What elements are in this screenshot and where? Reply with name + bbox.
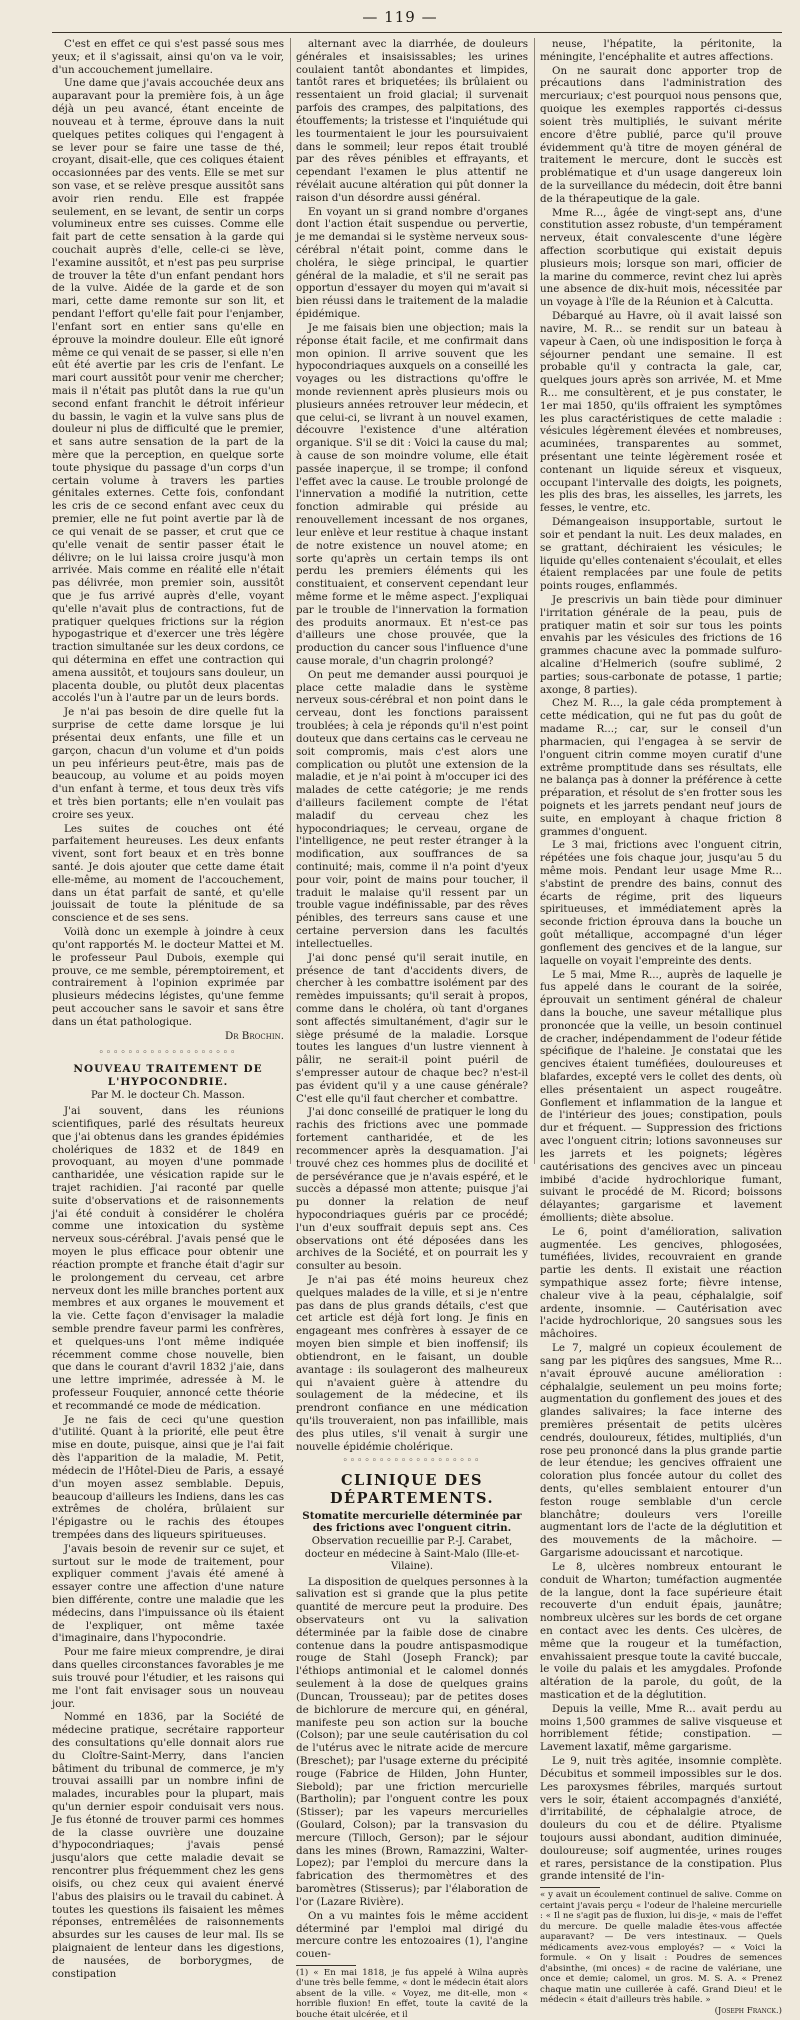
paragraph: J'ai donc pensé qu'il serait inutile, en présence de tant d'accidents divers, de chercher à les combattre isolément par des remèdes impuissants; qu'il serait à propos, comme dans le choléra, où tant d'organes sont affectés simultanément, d'agir sur le siège présumé de la maladie. Lorsque toutes les langues d'un lustre viennent à pâlir, ne serait-il point puéril de s'empresser autour de chaque bec? n'est-il pas évident qu'il y a une cause générale? C'est elle qu'il faut chercher et combattre. <box>296 951 528 1105</box>
paragraph: Chez M. R..., la gale céda promptement à cette médication, qui ne fut pas du goût de madame R...; car, sur le conseil d'un pharmacien, qui l'engagea à se servir de l'onguent citrin comme moyen curatif d'une extrême promptitude dans ses résultats, elle ne balança pas à donner la préférence à cette préparation, et résolut de s'en frotter sous les poignets et les jarrets pendant neuf jours de suite, en employant à chaque friction 8 grammes d'onguent. <box>540 697 782 838</box>
paragraph: Le 7, malgré un copieux écoulement de sang par les piqûres des sangsues, Mme R... n'avait éprouvé aucune amélioration : céphalalgie, seulement un peu moins forte; augmentation du gonflement des joues et des glandes salivaires; la face interne des premières présentait de petits ulcères cendrés, douloureux, fétides, multipliés, d'un rose peu prononcé dans la plus grande partie de leur étendue; les gencives offraient une coloration plus foncée autour du collet des dents, qu'elles semblaient entourer d'un feston rouge semblable d'un cercle blanchâtre; douleurs vers l'oreille augmentant lors de l'acte de la déglutition et des mouvements de la mâchoire. — Gargarisme adoucissant et narcotique. <box>540 1342 782 1560</box>
section-ornament: ◦◦◦◦◦◦◦◦◦◦◦◦◦◦◦◦◦◦◦ <box>342 1456 482 1467</box>
header-rule <box>52 32 782 33</box>
article-byline: Par M. le docteur Ch. Masson. <box>90 1089 245 1101</box>
article-title: Stomatite mercurielle déterminée par des frictions avec l'onguent citrin. <box>302 1509 522 1535</box>
section-heading: CLINIQUE DES DÉPARTEMENTS. <box>329 1471 494 1507</box>
paragraph: Une dame que j'avais accouchée deux ans auparavant pour la première fois, à un âge déjà un peu avancé, étant enceinte de nouveau et à terme, éprouve dans la nuit quelques petites coliques qui l'engagent à se lever pour se faire une tasse de thé, croyant, disait-elle, que ces coliques étaient occasionnées par des vents. Elle se met sur son vase, et se relève presque aussitôt sans avoir rien rendu. Elle est frappée seulement, en se levant, de sentir un corps volumineux entre ses cuisses. Comme elle fait part de cette sensation à la garde qui couchait auprès d'elle, celle-ci se lève, l'examine aussitôt, et n'est pas peu surprise de trouver la tête d'un enfant pendant hors de la vulve. Aidée de la garde et de son mari, cette dame remonte sur son lit, et pendant l'effort qu'elle fait pour l'enjamber, l'enfant sort en entier sans qu'elle en éprouve la moindre douleur. Elle eût ignoré même ce qui venait de se passer, si elle n'en eût été avertie par les cris de l'enfant. Le mari court aussitôt pour venir me chercher; mais il n'était pas plutôt dans la rue qu'un second enfant franchit le détroit inférieur du bassin, le vagin et la vulve sans plus de douleur ni plus de difficulté que le premier, et sans autre sensation de la part de la mère que la perception, en quelque sorte toute physique du passage d'un corps d'un certain volume à travers les parties génitales externes. Cette fois, confondant les cris de ce second enfant avec ceux du premier, elle ne fut point avertie par là de ce qui venait de se passer, et crut que ce qu'elle venait de sentir passer était le délivre; on le lui laissa croire jusqu'à mon arrivée. Mais comme en réalité elle n'était pas délivrée, mon premier soin, aussitôt que je fus arrivé auprès d'elle, voyant qu'elle n'avait plus de contractions, fut de pratiquer quelques frictions sur la région hypogastrique et d'exercer une très légère traction simultanée sur les deux cordons, ce qui détermina en effet une contraction qui amena aussitôt, et toujours sans douleur, un placenta double, ou plutôt deux placentas accolés l'un à l'autre par un de leurs bords. <box>52 77 284 705</box>
paragraph: Nommé en 1836, par la Société de médecine pratique, secrétaire rapporteur des consultations qu'elle donnait alors rue du Cloître-Saint-Merry, dans l'ancien bâtiment du tribunal de commerce, je m'y trouvai assailli par un nombre infini de malades, incurables pour la plupart, mais qu'un dernier espoir conduisait vers nous. Je fus étonné de trouver parmi ces hommes de la classe ouvrière une douzaine d'hypocondriaques; j'avais pensé jusqu'alors que cette maladie devait se rencontrer plus fréquemment chez les gens oisifs, ou chez ceux qui avaient énervé l'abus des plaisirs ou le travail du cabinet. À toutes les questions ils faisaient les mêmes réponses, entremêlées de raisonnements absurdes sur les causes de leur mal. Ils se plaignaient de lenteur dans les digestions, de nausées, de borborygmes, de constipation <box>52 1711 284 1980</box>
paragraph: On peut me demander aussi pourquoi je place cette maladie dans le système nerveux sous-cérébral et non point dans le cerveau, dont les fonctions paraissent troublées; à cela je réponds qu'il n'est point douteux que dans certains cas le cerveau ne soit compromis, mais c'est alors une complication ou plutôt une extension de la maladie, et je n'ai point à m'occuper ici des malades de cette catégorie; je me rends d'ailleurs facilement compte de l'état maladif du cerveau chez les hypocondriaques; le cerveau, organe de l'intelligence, ne peut rester étranger à la modification, aux souffrances de sa continuité; mais, comme il n'a point d'yeux pour voir, point de mains pour toucher, il traduit le malaise qu'il ressent par un trouble vague indéfinissable, par des rêves pénibles, des terreurs sans cause et une certaine perversion dans les facultés intellectuelles. <box>296 668 529 950</box>
column-3 <box>540 38 782 2016</box>
paragraph: Je prescrivis un bain tiède pour diminuer l'irritation générale de la peau, puis de pratiquer matin et soir sur tous les points envahis par les vésicules des frictions de 16 grammes chacune avec la pommade sulfuro-alcaline d'Helmerich (soufre sublimé, 2 parties; sous-carbonate de potasse, 1 partie; axonge, 8 parties). <box>540 593 782 696</box>
paragraph: Mme R..., âgée de vingt-sept ans, d'une constitution assez robuste, d'un tempérament nerveux, était convalescente d'une légère affection scorbutique qui existait depuis plusieurs mois; lorsque son mari, officier de la marine du commerce, revint chez lui après une absence de dix-huit mois, nécessitée par un voyage à l'île de la Réunion et à Calcutta. <box>540 206 782 309</box>
footnote: (1) « En mai 1818, je fus appelé à Wilna auprès d'une très belle femme, « dont le médecin était alors absent de la ville. « Voyez, me dit-elle, mon « horrible fluxion! En effet, toute la cavité de la bouche était ulcérée, et il <box>296 1967 528 2020</box>
footnote-rule <box>540 1887 600 1888</box>
footnote <box>540 1890 782 2016</box>
paragraph: J'ai donc conseillé de pratiquer le long du rachis des frictions avec une pommade fortement cantharidée, et de les recommencer après la desquamation. J'ai trouvé chez ces hommes plus de docilité et de persévérance que je n'avais espéré, et le succès a dépassé mon attente; puisque j'ai pu donner la relation de neuf hypocondriaques guéris par ce procédé; l'un d'eux souffrait depuis sept ans. Ces observations ont été déposées dans les archives de la Société, et on pourrait les y consulter au besoin. <box>296 1106 528 1273</box>
paragraph: Je me faisais bien une objection; mais la réponse était facile, et me confirmait dans mon opinion. Il arrive souvent que les hypocondriaques auxquels on a conseillé les voyages ou les distractions qu'offre le monde reviennent après plusieurs mois ou plusieurs années retrouver leur médecin, et que celui-ci, se livrant à un nouvel examen, découvre l'existence d'une altération organique. S'il se dit : Voici la cause du mal; à cause de son moindre volume, elle était passée inaperçue, il se trompe; il confond l'effet avec la cause. Le trouble prolongé de l'innervation a modifié la nutrition, cette fonction admirable qui préside au renouvellement incessant de nos organes, leur enlève et leur restitue à chaque instant de notre existence un nouvel atome; en sorte qu'après un certain temps ils ont perdu les premiers éléments qui les constituaient, et conservent cependant leur même forme et le même aspect. J'expliquai par le trouble de l'innervation la formation des produits anormaux. Et n'est-ce pas d'ailleurs une chose prouvée, que la production du cancer sous l'influence d'une cause morale, d'un chagrin prolongé? <box>296 321 528 667</box>
column-divider <box>534 38 535 1164</box>
paragraph: Le 5 mai, Mme R..., auprès de laquelle je fus appelé dans le courant de la soirée, éprouvait un sentiment général de chaleur dans la bouche, une saveur métallique plus prononcée que la veille, un besoin continuel de cracher, indépendamment de l'odeur fétide spécifique de l'haleine. Je constatai que les gencives étaient tuméfiées, douloureuses et blafardes, excepté vers le collet des dents, où elles présentaient un aspect rougeâtre. Gonflement et inflammation de la langue et de l'intérieur des joues; constipation, pouls dur et fréquent. — Suppression des frictions avec l'onguent citrin; lotions savonneuses sur les jarrets et les poignets; légères cautérisations des gencives avec un pinceau imbibé d'acide hydrochlorique fumant, suivant le procédé de M. Ricord; boissons délayantes; gargarisme et lavement émollients; diète absolue. <box>540 968 782 1224</box>
paragraph: Je ne fais de ceci qu'une question d'utilité. Quant à la priorité, elle peut être mise en doute, puisque, ainsi que je l'ai fait dès l'apparition de la maladie, M. Petit, médecin de l'Hôtel-Dieu de Paris, a essayé d'un moyen assez semblable. Depuis, beaucoup d'ailleurs les Indiens, dans les cas extrêmes de choléra, brûlaient sur l'épigastre ou le rachis des étoupes trempées dans des liqueurs spiritueuses. <box>52 1413 284 1541</box>
footnote-text: « y avait un écoulement continuel de salive. Comme on certaint j'avais perçu « l'odeur de l'haleine mercurielle : « Il ne s'agit pas de fluxion, lui dis-je, « mais de l'effet du mercure. De quelle maladie êtes-vous affectée auparavant? — De vers intestinaux. — Quels médicaments avez-vous employés? — « Voici la formule. « On y lisait : Poudres de semences d'absinthe, (mi onces) « de racine de valériane, une once et demie; calomel, un gros. M. S. A. « Prenez chaque matin une cuillerée à café. Grand Dieu! et le médecin « était d'ailleurs très habile. » <box>540 1890 782 2006</box>
paragraph: J'avais besoin de revenir sur ce sujet, et surtout sur le mode de traitement, pour expliquer comment j'avais été amené à essayer contre une affection d'une nature bien différente, contre une maladie que les médecins, dans l'impuissance où ils étaient de l'expliquer, ont même taxée d'imaginaire, dans l'hypocondrie. <box>52 1542 284 1645</box>
article-byline: Observation recueillie par P.-J. Carabet, docteur en médecine à Saint-Malo (Ille-et-Vilaine). <box>304 1536 520 1573</box>
paragraph: Depuis la veille, Mme R... avait perdu au moins 1,500 grammes de salive visqueuse et horriblement fétide; constipation. — Lavement laxatif, même gargarisme. <box>540 1702 782 1754</box>
paragraph: Je n'ai pas été moins heureux chez quelques malades de la ville, et si je n'entre pas dans de plus grands détails, c'est que cet article est déjà fort long. Je finis en engageant mes confrères à essayer de ce moyen bien simple et bien inoffensif; ils obtiendront, en le faisant, un double avantage : ils soulageront des malheureux qui n'avaient guère à attendre du soulagement de la médecine, et ils prendront confiance en une médication qu'ils trouveraient, non pas infaillible, mais des plus utiles, s'il venait à surgir une nouvelle épidémie cholérique. <box>296 1274 528 1453</box>
paragraph: C'est en effet ce qui s'est passé sous mes yeux; et il s'agissait, ainsi qu'on va le voir, d'un accouchement jumellaire. <box>52 38 284 76</box>
paragraph: Le 8, ulcères nombreux entourant le conduit de Wharton; tuméfaction augmentée de la langue, dont la face supérieure était recouverte d'un enduit épais, jaunâtre; nombreux ulcères sur les bords de cet organe en contact avec les dents. Ces ulcères, de même que la rougeur et la tuméfaction, envahissaient presque toute la cavité buccale, le voile du palais et les amygdales. Profonde altération de la parole, du goût, de la mastication et de la déglutition. <box>540 1560 782 1701</box>
paragraph: alternant avec la diarrhée, de douleurs générales et insaisissables; les urines coulaient tantôt abondantes et limpides, tantôt rares et briquetées; ils brûlaient ou ressentaient un froid glacial; il survenait parfois des crampes, des palpitations, des étouffements; la tristesse et l'inquiétude qui les tourmentaient le jour les poursuivaient dans le sommeil; leur repos était troublé par des rêves pénibles et effrayants, et cependant l'examen le plus attentif ne révélait aucune altération qui pût donner la raison d'un désordre aussi général. <box>296 38 528 204</box>
column-2 <box>296 38 529 2020</box>
paragraph: On a vu maintes fois le même accident déterminé par l'emploi mal dirigé du mercure contre les entozoaires (1), l'angine couen- <box>296 1909 528 1961</box>
author-signature: Dr Brochin. <box>225 1029 284 1042</box>
page-number: — 119 — <box>362 8 438 26</box>
footnote-rule <box>296 1965 356 1966</box>
paragraph: En voyant un si grand nombre d'organes dont l'action était suspendue ou pervertie, je me demandai si le système nerveux sous-cérébral n'était point, comme dans le choléra, le siège principal, le quartier général de la maladie, et s'il ne serait pas opportun d'essayer du moyen qui m'avait si bien réussi dans le traitement de la maladie épidémique. <box>296 205 528 321</box>
footnote-signature: (Joseph Franck.) <box>714 2005 782 2016</box>
paragraph: J'ai souvent, dans les réunions scientifiques, parlé des résultats heureux que j'ai obtenus dans les grandes épidémies cholériques de 1832 et de 1849 en provoquant, au moyen d'une pommade cantharidée, une vésication rapide sur le trajet rachidien. J'ai raconté par quelle suite d'observations et de raisonnements j'ai été conduit à considérer le choléra comme une intoxication du système nerveux sous-cérébral. J'avais pensé que le moyen le plus efficace pour obtenir une réaction prompte et franche était d'agir sur le prolongement du cerveau, cet arbre nerveux dont les mille branches portent aux membres et aux organes le mouvement et la vie. Cette façon d'envisager la maladie semble prendre faveur parmi les confrères, et quelques-uns l'ont même indiquée récemment comme chose nouvelle, bien que dans le courant d'avril 1832 j'aie, dans une lettre imprimée, adressée à M. le professeur Fouquier, annoncé cette théorie et recommandé ce mode de médication. <box>52 1105 284 1412</box>
column-divider <box>290 38 291 1164</box>
section-ornament: ◦◦◦◦◦◦◦◦◦◦◦◦◦◦◦◦◦◦◦ <box>98 1048 238 1059</box>
paragraph: Je n'ai pas besoin de dire quelle fut la surprise de cette dame lorsque je lui présentai deux enfants, une fille et un garçon, chacun d'un volume et d'un poids un peu inférieurs peut-être, mais pas de beaucoup, au volume et au poids moyen d'un enfant à terme, et tous deux très vifs et très bien portants; elle n'en voulait pas croire ses yeux. <box>52 706 284 821</box>
paragraph: Le 9, nuit très agitée, insomnie complète. Décubitus et sommeil impossibles sur le dos. Les paroxysmes fébriles, marqués surtout vers le soir, étaient accompagnés d'anxiété, d'irritabilité, de céphalalgie atroce, de douleurs du cou et de délire. Ptyalisme toujours aussi abondant, audition diminuée, douloureuse; soif augmentée, urines rouges et rares, persistance de la constipation. Plus grande intensité de l'in- <box>540 1755 782 1883</box>
paragraph: Voilà donc un exemple à joindre à ceux qu'ont rapportés M. le docteur Mattei et M. le professeur Paul Dubois, exemple qui prouve, ce me semble, péremptoirement, et contrairement à l'opinion exprimée par plusieurs médecins légistes, qu'une femme peut accoucher sans le savoir et sans être dans un état pathologique. <box>52 926 284 1028</box>
paragraph: Le 3 mai, frictions avec l'onguent citrin, répétées une fois chaque jour, jusqu'au 5 du même mois. Pendant leur usage Mme R... s'abstint de prendre des bains, connut des écarts de régime, prit des liqueurs spiritueuses, et immédiatement après la seconde friction éprouva dans la bouche un goût métallique, accompagné d'un léger gonflement des gencives et de la langue, sur laquelle on voyait l'empreinte des dents. <box>540 839 782 967</box>
paragraph: Les suites de couches ont été parfaitement heureuses. Les deux enfants vivent, sont fort beaux et en très bonne santé. Je dois ajouter que cette dame était elle-même, au moment de l'accouchement, dans un état parfait de santé, et qu'elle jouissait de toute la plénitude de sa conscience et de ses sens. <box>52 822 284 925</box>
paragraph: Le 6, point d'amélioration, salivation augmentée. Les gencives, phlogosées, tuméfiées, livides, recouvraient en grande partie les dents. Il existait une réaction sympathique assez forte; fièvre intense, chaleur vive à la peau, céphalalgie, soif ardente, insomnie. — Cautérisation avec l'acide hydrochlorique, 20 sangsues sous les mâchoires. <box>540 1225 782 1341</box>
paragraph: Démangeaison insupportable, surtout le soir et pendant la nuit. Les deux malades, en se grattant, déchiraient les vésicules; le liquide qu'elles contenaient s'écoulait, et elles étaient remplacées par une foule de petits points rouges, enflammés. <box>540 516 782 593</box>
column-1 <box>52 38 284 1980</box>
paragraph: On ne saurait donc apporter trop de précautions dans l'administration des mercuriaux; c'est pourquoi nous pensons que, quoique les exemples rapportés ci-dessus soient très multipliés, le suivant mérite encore d'être publié, parce qu'il prouve évidemment qu'à titre de moyen général de traitement le mercure, dont le succès est problématique et d'un usage dangereux loin de la surveillance du médecin, doit être banni de la thérapeutique de la gale. <box>540 64 782 205</box>
article-title: NOUVEAU TRAITEMENT DE L'HYPOCONDRIE. <box>73 1062 263 1088</box>
paragraph: Pour me faire mieux comprendre, je dirai dans quelles circonstances favorables je me suis trouvé pour l'étudier, et les raisons qui me l'ont fait envisager sous un nouveau jour. <box>52 1646 284 1710</box>
paragraph: neuse, l'hépatite, la péritonite, la méningite, l'encéphalite et autres affections. <box>540 38 782 63</box>
paragraph: La disposition de quelques personnes à la salivation est si grande que la plus petite quantité de mercure peut la produire. Des observateurs ont vu la salivation déterminée par la faible dose de cinabre contenue dans la poudre antispasmodique rouge de Stahl (Joseph Franck); par l'éthiops antimonial et le calomel donnés seulement à la dose de quelques grains (Duncan, Trousseau); par de petites doses de bichlorure de mercure qui, en général, manifeste peu son action sur la bouche (Colson); par une seule cautérisation du col de l'utérus avec le nitrate acide de mercure (Breschet); par l'usage externe du précipité rouge (Fabrice de Hilden, John Hunter, Siebold); par une friction mercurielle (Bartholin); par l'onguent contre les poux (Stisser); par les vapeurs mercurielles (Goulard, Colson); par la transvasion du mercure (Tilloch, Gerson); par le séjour dans les mines (Brown, Ramazzini, Walter-Lopez); par l'emploi du mercure dans la fabrication des thermomètres et des baromètres (Stisserus); par l'élaboration de l'or (Lazare Rivière). <box>296 1575 528 1908</box>
paragraph: Débarqué au Havre, où il avait laissé son navire, M. R... se rendit sur un bateau à vapeur à Caen, où une indisposition le força à séjourner pendant une semaine. Il est probable qu'il y contracta la gale, car, quelques jours après son arrivée, M. et Mme R... me consultèrent, et je pus constater, le 1er mai 1850, qu'ils offraient les symptômes les plus caractéristiques de cette maladie : vésicules légèrement élevées et nombreuses, acuminées, transparentes au sommet, présentant une teinte légèrement rosée et contenant un liquide séreux et visqueux, occupant l'intervalle des doigts, les poignets, les plis des bras, les aisselles, les jarrets, les fesses, le ventre, etc. <box>540 310 782 515</box>
